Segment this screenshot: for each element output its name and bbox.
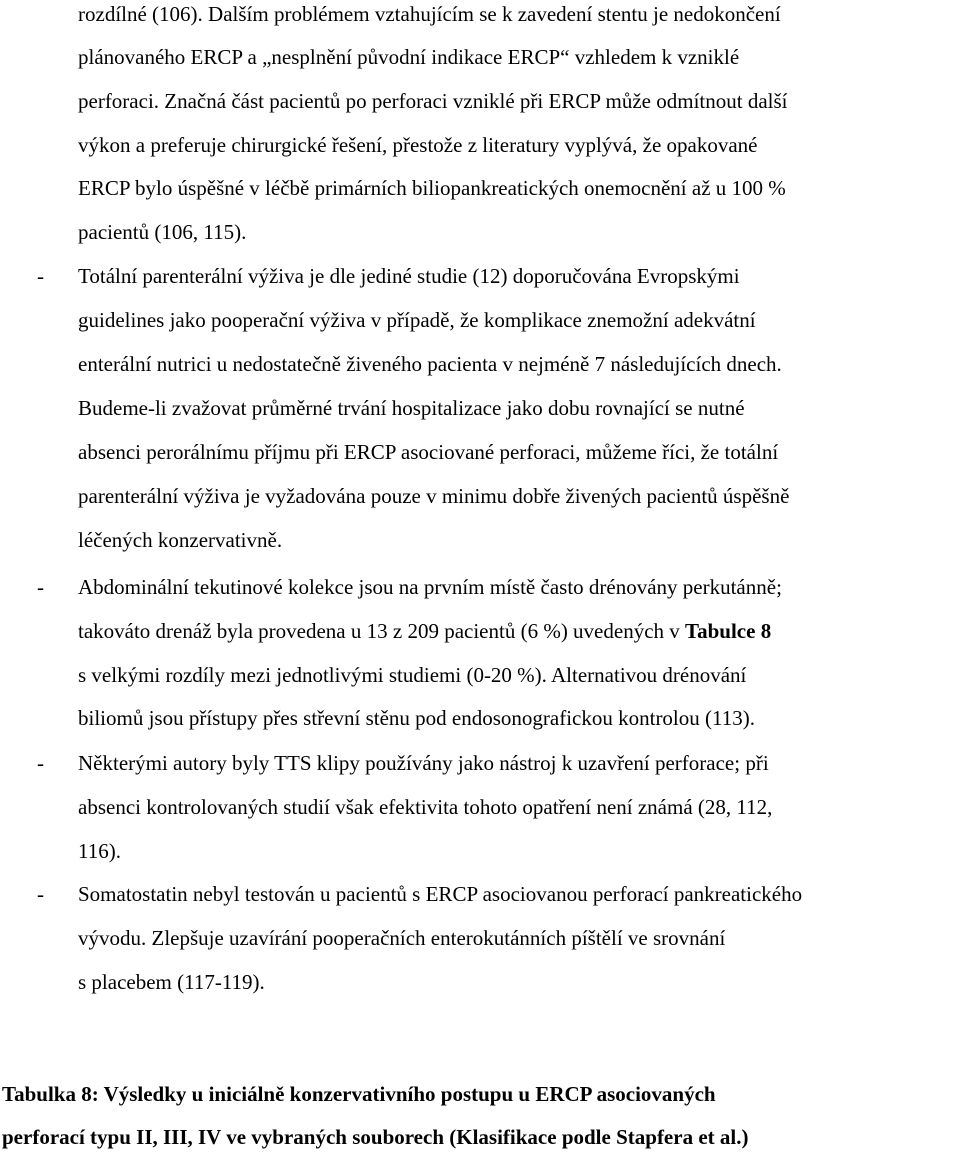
- text-line: biliomů jsou přístupy přes střevní stěnu pod endosonografickou kontrolou (113).: [78, 706, 755, 730]
- text-line: absenci perorálnímu příjmu při ERCP asociované perforaci, můžeme říci, že totální: [78, 440, 779, 464]
- text-line: Budeme-li zvažovat průměrné trvání hospitalizace jako dobu rovnající se nutné: [78, 396, 745, 420]
- text-line: [78, 619, 771, 643]
- text-line: ERCP bylo úspěšné v léčbě primárních biliopankreatických onemocnění až u 100 %: [78, 176, 786, 200]
- text-line: enterální nutrici u nedostatečně živeného pacienta v nejméně 7 následujících dnech.: [78, 352, 782, 376]
- caption-line: Tabulka 8: Výsledky u iniciálně konzervativního postupu u ERCP asociovaných: [2, 1082, 716, 1106]
- table-reference: Tabulce 8: [685, 619, 772, 643]
- text-line: parenterální výživa je vyžadována pouze v minimu dobře živených pacientů úspěšně: [78, 484, 790, 508]
- text-line: 116).: [78, 839, 121, 863]
- text-line: plánovaného ERCP a „nesplnění původní indikace ERCP“ vzhledem k vzniklé: [78, 45, 740, 69]
- text-line: Abdominální tekutinové kolekce jsou na prvním místě často drénovány perkutánně;: [78, 575, 782, 599]
- text-line: Totální parenterální výživa je dle jediné studie (12) doporučována Evropskými: [78, 264, 740, 288]
- text-line: s placebem (117-119).: [78, 970, 265, 994]
- text-line: s velkými rozdíly mezi jednotlivými studiemi (0-20 %). Alternativou drénování: [78, 663, 747, 687]
- caption-line: perforací typu II, III, IV ve vybraných souborech (Klasifikace podle Stapfera et al.): [2, 1125, 749, 1149]
- text-line: guidelines jako pooperační výživa v případě, že komplikace znemožní adekvátní: [78, 308, 756, 332]
- text-line: výkon a preferuje chirurgické řešení, přestože z literatury vyplývá, že opakované: [78, 133, 758, 157]
- text-line: perforaci. Značná část pacientů po perforaci vzniklé při ERCP může odmítnout další: [78, 89, 788, 113]
- bullet-marker: -: [37, 751, 44, 775]
- bullet-marker: -: [37, 575, 44, 599]
- text-line: Některými autory byly TTS klipy používány jako nástroj k uzavření perforace; při: [78, 751, 769, 775]
- text-line: Somatostatin nebyl testován u pacientů s ERCP asociovanou perforací pankreatického: [78, 882, 803, 906]
- bullet-marker: -: [37, 264, 44, 288]
- bullet-marker: -: [37, 882, 44, 906]
- text-line-start: takováto drenáž byla provedena u 13 z 209 pacientů (6 %) uvedených v: [78, 619, 686, 643]
- text-line: absenci kontrolovaných studií však efektivita tohoto opatření není známá (28, 112,: [78, 795, 773, 819]
- text-line: vývodu. Zlepšuje uzavírání pooperačních enterokutánních píštělí ve srovnání: [78, 926, 726, 950]
- text-line: pacientů (106, 115).: [78, 220, 247, 244]
- text-line: rozdílné (106). Dalším problémem vztahujícím se k zavedení stentu je nedokončení: [78, 2, 781, 26]
- text-line: léčených konzervativně.: [78, 528, 283, 552]
